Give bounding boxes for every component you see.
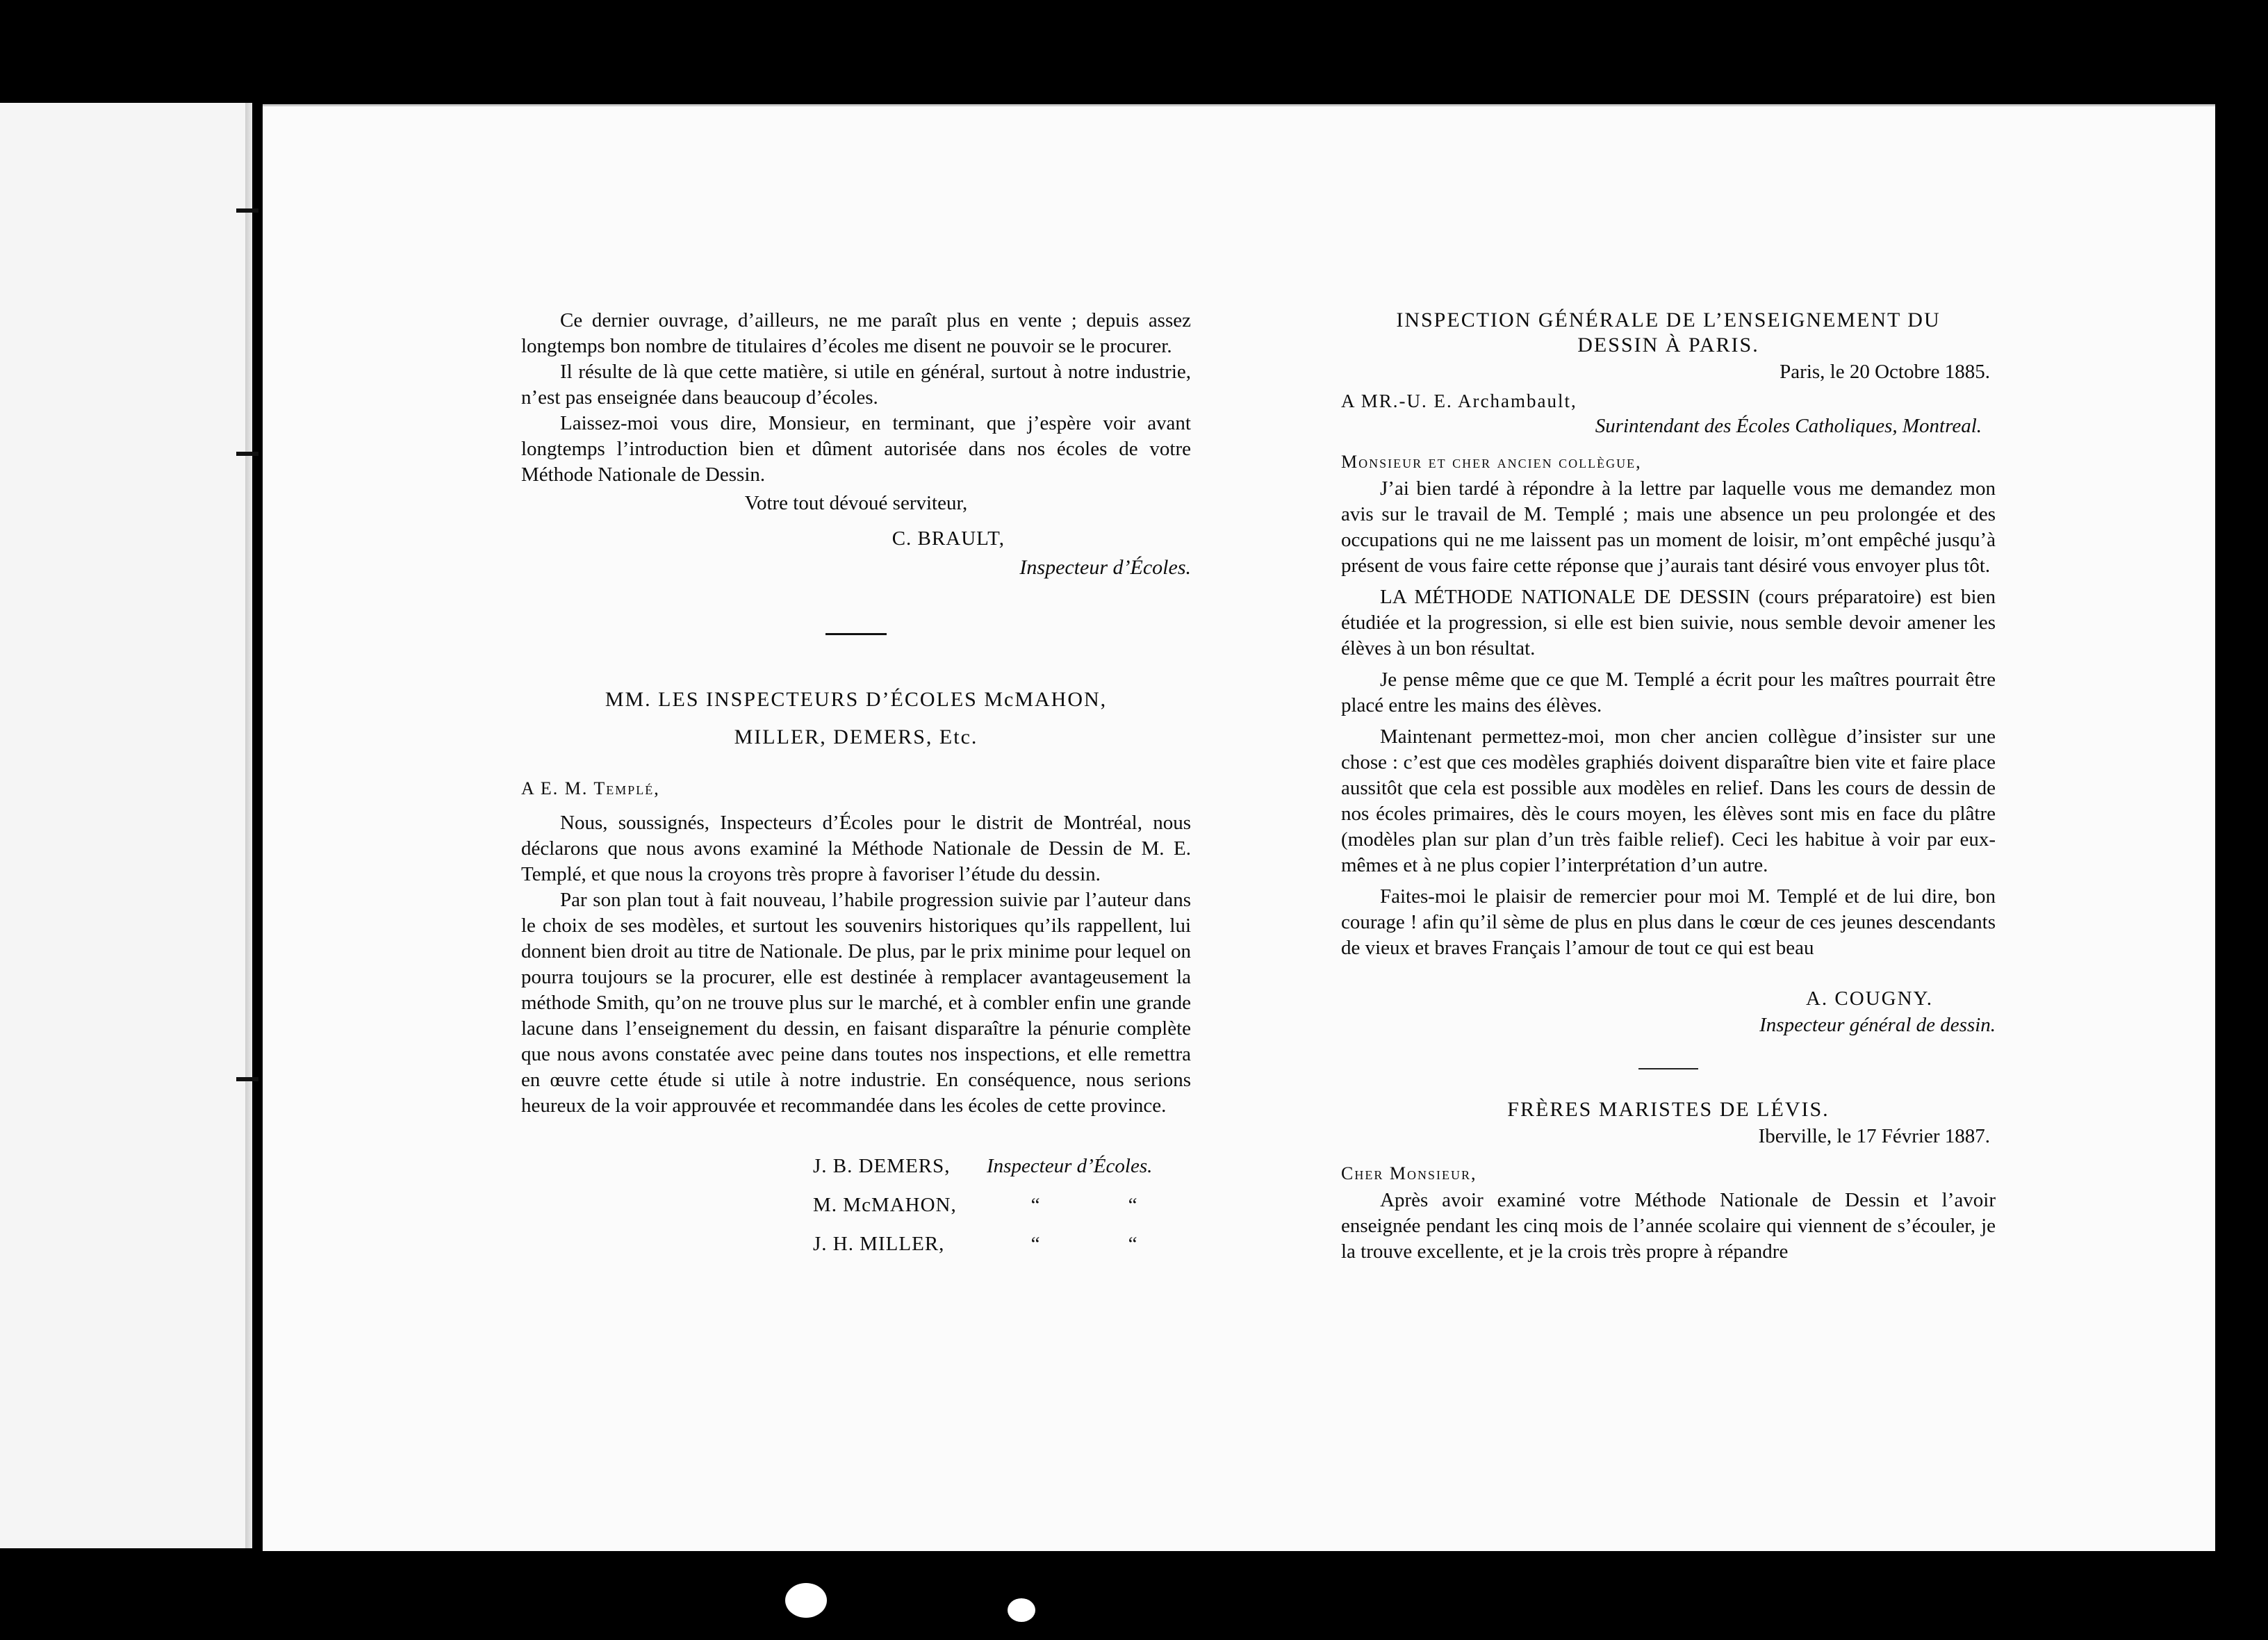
facing-page-edge xyxy=(0,103,249,1548)
ditto-mark: “ xyxy=(1128,1194,1137,1216)
left-column xyxy=(521,308,1191,1263)
binding-edge xyxy=(245,103,252,1548)
binding-clip xyxy=(236,208,258,213)
signature-name: A. COUGNY. xyxy=(1805,987,1933,1010)
dateline: Iberville, le 17 Février 1887. xyxy=(1758,1125,1990,1147)
ditto-mark: “ xyxy=(1030,1233,1040,1255)
letter-freres-maristes xyxy=(1341,1097,1996,1265)
paragraph: LA MÉTHODE NATIONALE DE DESSIN (cours préparatoire) est bien étudiée et la progression, si elle est bien suivie, nous semble devoir amener les élèves à un bon résultat. xyxy=(1341,586,1996,659)
signatory-name: J. B. DEMERS, xyxy=(813,1155,951,1177)
paragraph: Faites-moi le plaisir de remercier pour moi M. Templé et de lui dire, bon courage ! afin qu’il sème de plus en plus dans le cœur de ces jeunes descendants de vieux et braves Français l’amour de tout ce qui est beau xyxy=(1341,885,1996,959)
letter-cougny xyxy=(1341,308,1996,1038)
letter-heading: FRÈRES MARISTES DE LÉVIS. xyxy=(1507,1098,1830,1121)
closing-line: Votre tout dévoué serviteur, xyxy=(744,492,968,514)
letter-heading: MM. LES INSPECTEURS D’ÉCOLES McMAHON, xyxy=(605,688,1108,711)
letter-heading: DESSIN À PARIS. xyxy=(1577,334,1759,356)
paragraph: Laissez-moi vous dire, Monsieur, en terminant, que j’espère voir avant longtemps l’introduction bien et dûment autorisée dans nos écoles de votre Méthode Nationale de Dessin. xyxy=(521,412,1191,486)
addressee-title: Surintendant des Écoles Catholiques, Montreal. xyxy=(1595,415,1982,437)
paragraph: J’ai bien tardé à répondre à la lettre par laquelle vous me demandez mon avis sur le travail de M. Templé ; mais une absence un peu prolongée et des occupations qui ne me laissent pas un moment de loisir, m’ont empêché jusqu’à présent de vous faire cette réponse que j’aurais tant désiré vous envoyer plus tôt. xyxy=(1341,477,1996,577)
document-page xyxy=(263,104,2215,1551)
right-column xyxy=(1341,308,1996,1265)
signature-name: C. BRAULT, xyxy=(891,527,1005,550)
letter-heading: MILLER, DEMERS, Etc. xyxy=(734,725,978,748)
signature-title: Inspecteur d’Écoles. xyxy=(1019,556,1191,579)
paragraph: Après avoir examiné votre Méthode Nationale de Dessin et l’avoir enseignée pendant les cinq mois de l’année scolaire qui viennent de s’écouler, je la trouve excellente, et je la crois très propre à répandre xyxy=(1341,1189,1996,1263)
ditto-mark: “ xyxy=(1030,1194,1040,1216)
addressee: A MR.-U. E. Archambault, xyxy=(1341,391,1577,411)
paragraph: Je pense même que ce que M. Templé a écrit pour les maîtres pourrait être placé entre les mains des élèves. xyxy=(1341,669,1996,716)
scan-artifact xyxy=(785,1583,827,1618)
binding-clip xyxy=(236,452,258,456)
salutation: Monsieur et cher ancien collègue, xyxy=(1341,452,1642,472)
section-divider xyxy=(1638,1068,1698,1069)
signatory-name: J. H. MILLER, xyxy=(813,1233,945,1255)
letter-inspecteurs xyxy=(521,681,1191,1263)
paragraph: Nous, soussignés, Inspecteurs d’Écoles pour le distrit de Montréal, nous déclarons que nous avons examiné la Méthode Nationale de Dessin de M. E. Templé, et que nous la croyons très propre à favoriser l’étude du dessin. xyxy=(521,812,1191,885)
signature-title: Inspecteur général de dessin. xyxy=(1759,1014,1996,1036)
signature-row xyxy=(813,1224,1191,1263)
signature-row xyxy=(813,1186,1191,1224)
signature-row xyxy=(813,1147,1191,1186)
dateline: Paris, le 20 Octobre 1885. xyxy=(1780,361,1990,383)
binding-clip xyxy=(236,1077,258,1081)
paragraph: Par son plan tout à fait nouveau, l’habile progression suivie par l’auteur dans le choix de ses modèles, et surtout les souvenirs historiques qu’ils rappellent, lui donnent bien droit au titre de Nationale. De plus, par le prix minime pour lequel on pourra toujours se la procurer, elle est destinée à remplacer avantageusement la méthode Smith, qu’on ne trouve plus sur le marché, et à combler enfin une grande lacune dans l’enseignement du dessin, en faisant disparaître la pénurie complète que nous avons constatée avec peine dans toutes nos inspections, et elle remettra en œuvre cette étude si utile à notre industrie. En conséquence, nous serions heureux de la voir approuvée et recommandée dans les écoles de cette province. xyxy=(521,889,1191,1117)
salutation: A E. M. Templé, xyxy=(521,778,660,798)
ditto-mark: “ xyxy=(1128,1233,1137,1255)
signatory-role: Inspecteur d’Écoles. xyxy=(987,1155,1153,1177)
salutation: Cher Monsieur, xyxy=(1341,1163,1477,1183)
letter-heading: INSPECTION GÉNÉRALE DE L’ENSEIGNEMENT DU xyxy=(1396,309,1941,331)
signatory-name: M. McMAHON, xyxy=(813,1194,957,1216)
paragraph: Ce dernier ouvrage, d’ailleurs, ne me paraît plus en vente ; depuis assez longtemps bon nombre de titulaires d’écoles me disent ne pouvoir se le procurer. xyxy=(521,309,1191,357)
scan-artifact xyxy=(1008,1598,1035,1622)
section-divider xyxy=(825,633,887,635)
letter-brault xyxy=(521,308,1191,582)
signature-block xyxy=(813,1147,1191,1263)
paragraph: Il résulte de là que cette matière, si utile en général, surtout à notre industrie, n’est pas enseignée dans beaucoup d’écoles. xyxy=(521,361,1191,409)
paragraph: Maintenant permettez-moi, mon cher ancien collègue d’insister sur une chose : c’est que ces modèles graphiés doivent disparaître bien vite et faire place aussitôt que cela est possible aux modèles en relief. Dans les cours de dessin de nos écoles primaires, dès le cours moyen, les élèves sont mis en face du plâtre (modèles plan sur plan d’un très faible relief). Ceci les habitue à voir par eux-mêmes et à ne plus copier l’interprétation d’un autre. xyxy=(1341,725,1996,876)
